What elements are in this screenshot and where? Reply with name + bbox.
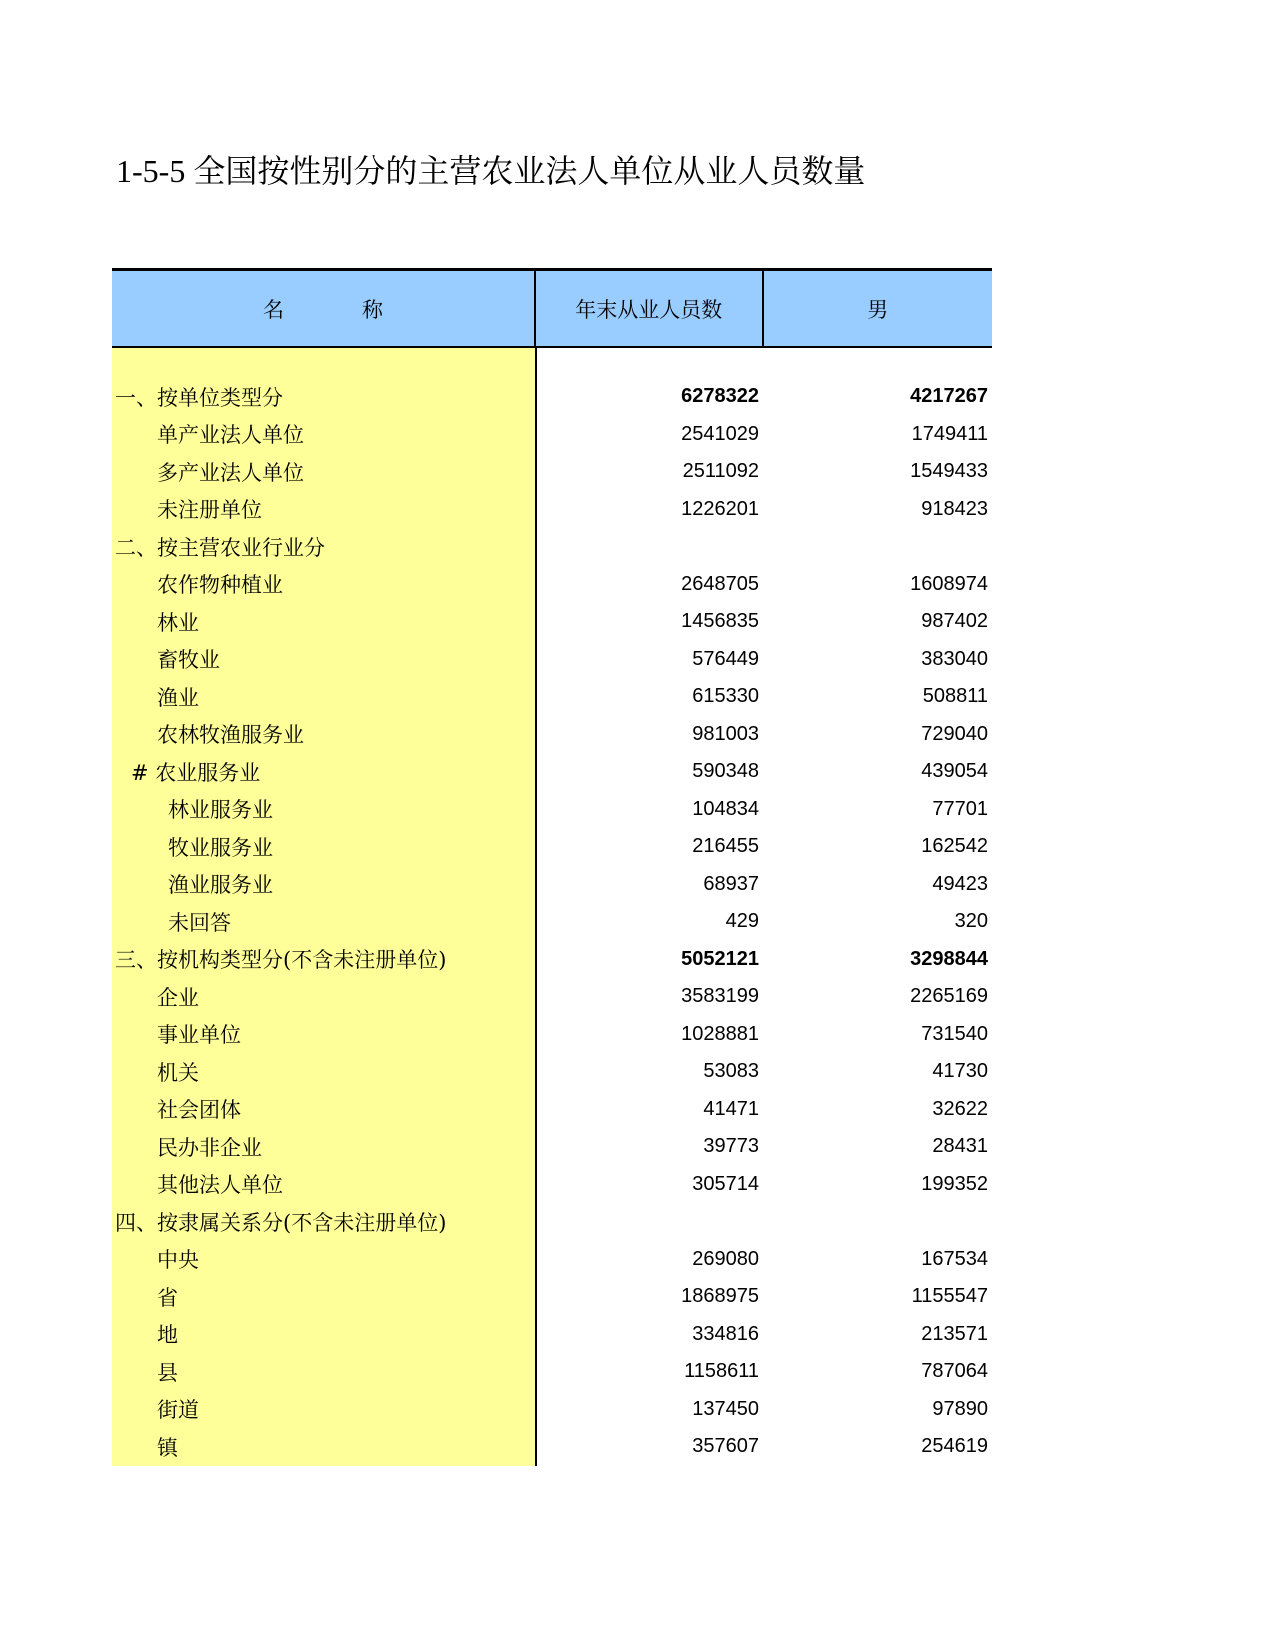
table-row <box>112 1091 992 1129</box>
table-row <box>112 528 992 566</box>
row-male: 199352 <box>921 1172 988 1195</box>
table-row <box>112 491 992 529</box>
table-row <box>112 1391 992 1429</box>
row-total: 2541029 <box>681 422 759 445</box>
row-name: 二、按主营农业行业分 <box>115 535 325 560</box>
row-male: 1749411 <box>911 422 988 445</box>
row-male: 28431 <box>932 1135 988 1158</box>
row-name: # 农业服务业 <box>131 760 261 785</box>
header-name <box>112 271 536 346</box>
table-row <box>112 566 992 604</box>
row-male: 918423 <box>921 497 988 520</box>
row-total: 429 <box>725 910 759 933</box>
table-row <box>112 1241 992 1279</box>
table-row <box>112 1128 992 1166</box>
row-total: 6278322 <box>681 385 759 408</box>
row-male: 731540 <box>921 1022 988 1045</box>
row-name: 四、按隶属关系分(不含未注册单位) <box>115 1210 447 1235</box>
table-row <box>112 978 992 1016</box>
row-total: 1226201 <box>681 497 759 520</box>
row-name: 省 <box>157 1285 178 1310</box>
row-male: 1155547 <box>911 1285 988 1308</box>
row-name: 其他法人单位 <box>157 1173 283 1198</box>
row-male: 987402 <box>921 610 988 633</box>
row-name: 一、按单位类型分 <box>115 385 283 410</box>
row-name: 未回答 <box>168 910 231 935</box>
table-row <box>112 1428 992 1466</box>
row-name: 地 <box>157 1323 178 1348</box>
row-name: 渔业服务业 <box>168 873 273 898</box>
row-male: 41730 <box>932 1060 988 1083</box>
row-name: 畜牧业 <box>157 648 220 673</box>
row-name: 街道 <box>157 1398 199 1423</box>
row-total: 53083 <box>703 1060 759 1083</box>
table-row <box>112 416 992 454</box>
row-total: 305714 <box>692 1172 759 1195</box>
row-total: 2648705 <box>681 572 759 595</box>
table-row <box>112 1166 992 1204</box>
row-male: 97890 <box>932 1397 988 1420</box>
table-row <box>112 866 992 904</box>
row-male: 77701 <box>932 797 988 820</box>
row-total: 39773 <box>703 1135 759 1158</box>
row-name: 县 <box>157 1360 178 1385</box>
row-total: 269080 <box>692 1247 759 1270</box>
table-rows <box>112 378 992 1466</box>
row-male: 508811 <box>922 685 988 708</box>
row-total: 2511092 <box>682 460 759 483</box>
table-row <box>112 903 992 941</box>
row-name: 农作物种植业 <box>157 573 283 598</box>
row-total: 3583199 <box>681 985 759 1008</box>
row-name: 机关 <box>157 1060 199 1085</box>
row-male: 162542 <box>921 835 988 858</box>
row-total: 615330 <box>692 685 759 708</box>
table-row <box>112 1053 992 1091</box>
row-male: 49423 <box>932 872 988 895</box>
header-name-left: 名 <box>263 297 285 322</box>
row-male: 254619 <box>921 1435 988 1458</box>
row-name: 事业单位 <box>157 1023 241 1048</box>
row-male: 32622 <box>932 1097 988 1120</box>
row-total: 981003 <box>692 722 759 745</box>
table-row <box>112 828 992 866</box>
table-row <box>112 1278 992 1316</box>
table-header <box>112 268 992 348</box>
header-total: 年末从业人员数 <box>536 271 763 346</box>
row-name: 三、按机构类型分(不含未注册单位) <box>115 948 447 973</box>
data-table <box>112 268 992 1466</box>
row-male: 729040 <box>921 722 988 745</box>
row-male: 213571 <box>921 1322 988 1345</box>
row-total: 137450 <box>692 1397 759 1420</box>
row-name: 渔业 <box>157 685 199 710</box>
table-row <box>112 1316 992 1354</box>
row-name: 社会团体 <box>157 1098 241 1123</box>
header-male: 男 <box>867 297 889 322</box>
table-row <box>112 753 992 791</box>
row-male: 787064 <box>921 1360 988 1383</box>
table-body <box>112 348 992 1466</box>
row-name: 林业 <box>157 610 199 635</box>
row-male: 1608974 <box>910 572 988 595</box>
table-row <box>112 678 992 716</box>
row-male: 4217267 <box>910 385 988 408</box>
page-title: 1-5-5 全国按性别分的主营农业法人单位从业人员数量 <box>116 153 866 189</box>
row-total: 357607 <box>692 1435 759 1458</box>
row-male: 439054 <box>921 760 988 783</box>
table-row <box>112 941 992 979</box>
table-row <box>112 1353 992 1391</box>
row-total: 590348 <box>692 760 759 783</box>
row-total: 216455 <box>692 835 759 858</box>
table-row <box>112 791 992 829</box>
row-male: 3298844 <box>910 947 988 970</box>
row-total: 1456835 <box>681 610 759 633</box>
row-name: 农林牧渔服务业 <box>157 723 304 748</box>
row-name: 中央 <box>157 1248 199 1273</box>
row-male: 383040 <box>921 647 988 670</box>
row-total: 1028881 <box>681 1022 759 1045</box>
spacer-row <box>112 348 992 378</box>
table-row <box>112 641 992 679</box>
table-row <box>112 1016 992 1054</box>
table-row <box>112 378 992 416</box>
table-row <box>112 716 992 754</box>
row-name: 多产业法人单位 <box>157 460 304 485</box>
row-male: 2265169 <box>910 985 988 1008</box>
row-name: 单产业法人单位 <box>157 423 304 448</box>
row-total: 1158611 <box>684 1360 759 1383</box>
row-total: 5052121 <box>681 947 759 970</box>
row-name: 牧业服务业 <box>168 835 273 860</box>
row-total: 576449 <box>692 647 759 670</box>
table-row <box>112 1203 992 1241</box>
row-male: 320 <box>954 910 988 933</box>
row-name: 林业服务业 <box>168 798 273 823</box>
row-total: 104834 <box>692 797 759 820</box>
row-name: 民办非企业 <box>157 1135 262 1160</box>
row-male: 1549433 <box>910 460 988 483</box>
row-name: 未注册单位 <box>157 498 262 523</box>
row-name: 镇 <box>157 1435 178 1460</box>
row-total: 1868975 <box>681 1285 759 1308</box>
row-male: 167534 <box>921 1247 988 1270</box>
table-row <box>112 603 992 641</box>
table-row <box>112 453 992 491</box>
row-total: 41471 <box>703 1097 759 1120</box>
row-name: 企业 <box>157 985 199 1010</box>
row-total: 334816 <box>692 1322 759 1345</box>
row-total: 68937 <box>703 872 759 895</box>
header-name-right: 称 <box>362 297 384 322</box>
